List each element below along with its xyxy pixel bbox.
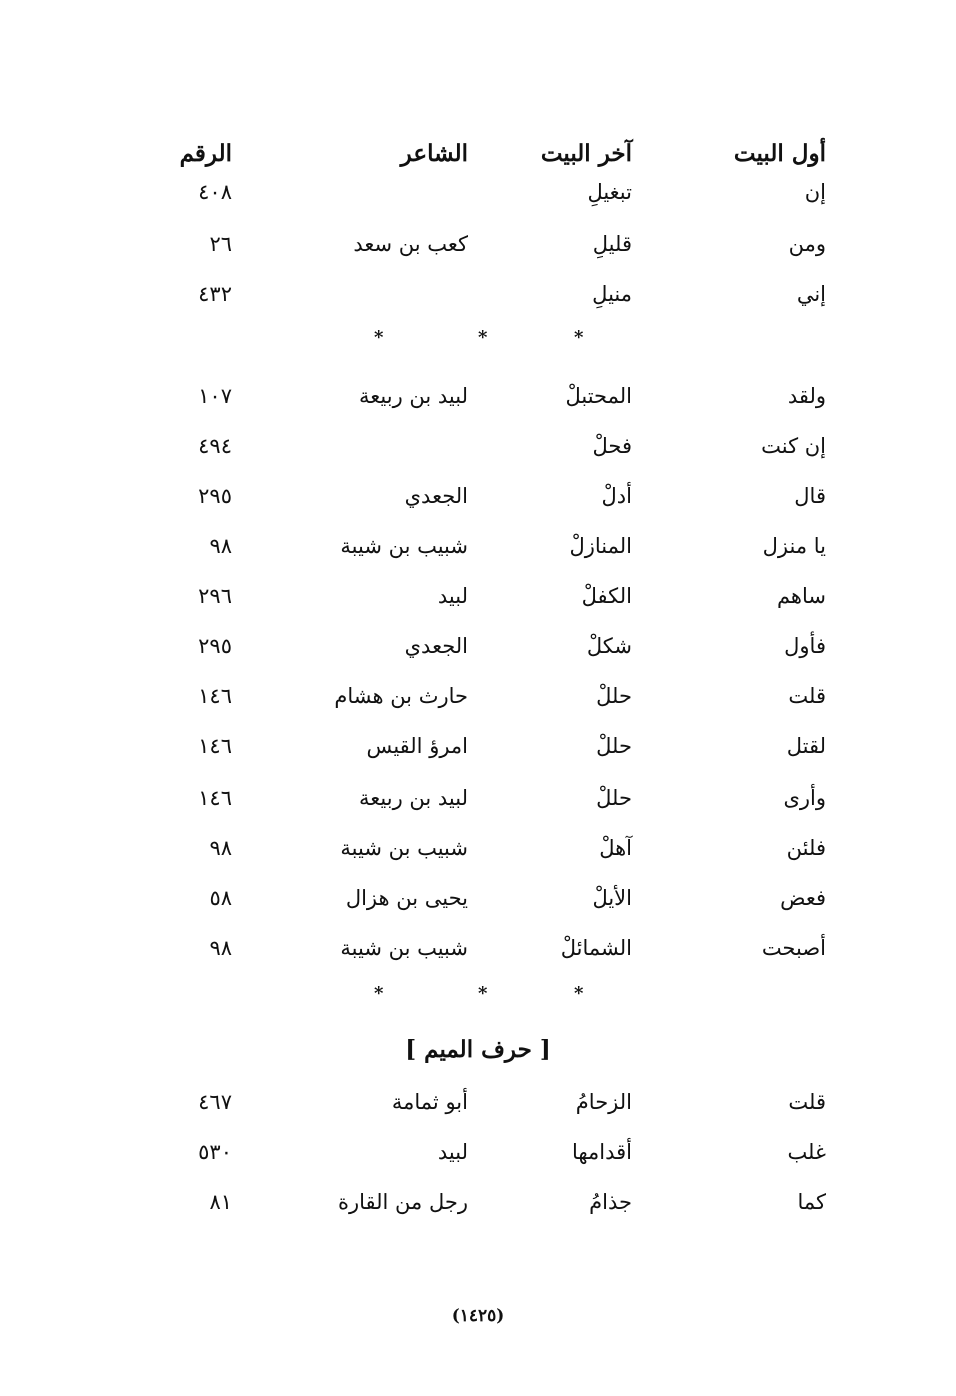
entry-number: ٤٠٨: [198, 180, 232, 204]
first-word: ساهم: [776, 584, 826, 608]
last-word: المحتبلْ: [565, 384, 632, 408]
first-word: قلت: [788, 1090, 826, 1114]
last-word: الزحامُ: [575, 1090, 632, 1114]
poet: يحيى بن هزال: [345, 886, 468, 910]
poet: شبيب بن شيبة: [340, 836, 468, 860]
poet: الجعدي: [404, 634, 468, 658]
header-last-word: آخر البيت: [540, 140, 632, 167]
first-word: قلت: [788, 684, 826, 708]
last-word: المنازلْ: [569, 534, 632, 558]
page-number: (١٤٢٥): [451, 1306, 505, 1326]
entry-number: ٢٩٥: [198, 634, 232, 658]
poet: امرؤ القيس: [366, 734, 468, 758]
last-word: أقدامها: [571, 1140, 632, 1164]
first-word: أصبحت: [761, 936, 826, 960]
poet: لبيد: [437, 1140, 468, 1164]
entry-number: ٤٦٧: [198, 1090, 232, 1114]
first-word: إني: [796, 282, 826, 306]
last-word: جذامُ: [589, 1190, 632, 1214]
last-word: قليلِ: [592, 232, 632, 256]
header-poet: الشاعر: [400, 140, 468, 167]
separator-star: *: [374, 327, 384, 348]
entry-number: ٢٩٥: [198, 484, 232, 508]
poet: لبيد بن ربيعة: [359, 384, 468, 408]
entry-number: ٩٨: [209, 936, 232, 960]
first-word: فلئن: [786, 836, 826, 860]
entry-number: ٤٣٢: [198, 282, 232, 306]
first-word: فأول: [784, 634, 826, 658]
poet: الجعدي: [404, 484, 468, 508]
poet: لبيد بن ربيعة: [359, 786, 468, 810]
poet: كعب بن سعد: [353, 232, 468, 256]
entry-number: ٢٦: [209, 232, 232, 256]
separator-star: *: [478, 983, 488, 1004]
entry-number: ٤٩٤: [198, 434, 232, 458]
last-word: الأيلْ: [592, 886, 632, 910]
table-row: [0, 726, 956, 766]
table-row: [0, 626, 956, 666]
last-word: حللْ: [596, 684, 632, 708]
first-word: إن: [804, 180, 826, 204]
last-word: حللْ: [596, 734, 632, 758]
table-row: [0, 1082, 956, 1122]
entry-number: ١٤٦: [198, 786, 232, 810]
first-word: قال: [794, 484, 826, 508]
table-row: [0, 828, 956, 868]
last-word: شكلْ: [586, 634, 632, 658]
table-row: [0, 676, 956, 716]
first-word: إن كنت: [761, 434, 826, 458]
poet: حارث بن هشام: [334, 684, 468, 708]
first-word: لقتل: [786, 734, 826, 758]
separator-star: *: [574, 983, 584, 1004]
separator-star: *: [478, 327, 488, 348]
first-word: غلب: [787, 1140, 826, 1164]
entry-number: ٥٨: [209, 886, 232, 910]
table-row: [0, 426, 956, 466]
last-word: أدلْ: [601, 484, 632, 508]
last-word: الشمائلْ: [560, 936, 632, 960]
first-word: وأرى: [783, 786, 826, 810]
header-number: الرقم: [179, 140, 232, 167]
poet: أبو ثمامة: [391, 1090, 468, 1114]
table-header: [0, 134, 956, 174]
table-row: [0, 476, 956, 516]
table-row: [0, 576, 956, 616]
last-word: منيلِ: [592, 282, 632, 306]
last-word: الكفلْ: [581, 584, 632, 608]
first-word: فعض: [780, 886, 826, 910]
separator-stars: [0, 984, 956, 1004]
separator-star: *: [574, 327, 584, 348]
header-first-word: أول البيت: [733, 140, 826, 167]
table-row: [0, 274, 956, 314]
table-row: [0, 172, 956, 212]
entry-number: ٢٩٦: [198, 584, 232, 608]
poet: شبيب بن شيبة: [340, 534, 468, 558]
separator-star: *: [374, 983, 384, 1004]
first-word: ولقد: [787, 384, 826, 408]
first-word: ومن: [788, 232, 826, 256]
table-row: [0, 778, 956, 818]
entry-number: ٨١: [209, 1190, 232, 1214]
last-word: فحلْ: [592, 434, 632, 458]
section-title: [ حرف الميم ]: [405, 1036, 551, 1063]
last-word: آهلْ: [599, 836, 632, 860]
poet: رجل من القارة: [337, 1190, 468, 1214]
table-row: [0, 1132, 956, 1172]
entry-number: ١٤٦: [198, 684, 232, 708]
table-row: [0, 526, 956, 566]
first-word: يا منزل: [762, 534, 826, 558]
entry-number: ٥٣٠: [198, 1140, 232, 1164]
table-row: [0, 878, 956, 918]
entry-number: ٩٨: [209, 534, 232, 558]
separator-stars: [0, 328, 956, 348]
table-row: [0, 928, 956, 968]
last-word: تبغيلِ: [587, 180, 632, 204]
table-row: [0, 224, 956, 264]
entry-number: ١٤٦: [198, 734, 232, 758]
last-word: حللْ: [596, 786, 632, 810]
entry-number: ٩٨: [209, 836, 232, 860]
first-word: كما: [797, 1190, 826, 1214]
entry-number: ١٠٧: [198, 384, 232, 408]
poet: شبيب بن شيبة: [340, 936, 468, 960]
table-row: [0, 1182, 956, 1222]
table-row: [0, 376, 956, 416]
poet: لبيد: [437, 584, 468, 608]
